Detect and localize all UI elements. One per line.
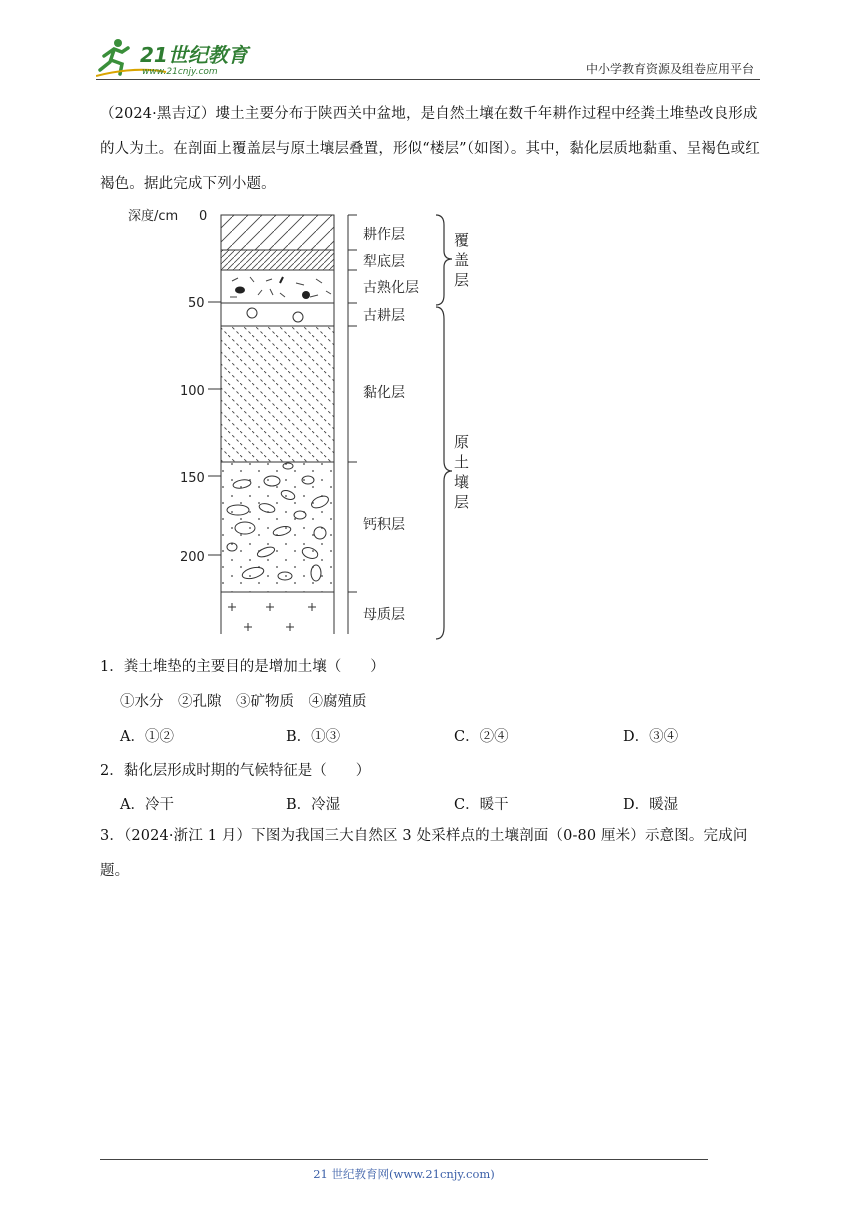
svg-text:壤: 壤 — [454, 473, 470, 491]
tick-100: 100 — [180, 384, 205, 399]
layer-tillage — [221, 215, 334, 250]
layer-plow-pan — [221, 250, 334, 270]
layer-argillic — [221, 326, 334, 462]
svg-text:土: 土 — [454, 453, 470, 471]
layer-calcic — [221, 462, 334, 592]
group-original-label — [454, 433, 469, 511]
question-1-items: ①水分 ②孔隙 ③矿物质 ④腐殖质 — [120, 694, 367, 710]
svg-text:盖: 盖 — [454, 251, 470, 269]
svg-text:覆: 覆 — [454, 231, 470, 249]
layer-ancient-tillage — [221, 303, 334, 326]
tick-50: 50 — [188, 296, 205, 311]
footer-divider — [100, 1159, 708, 1160]
label-tillage: 耕作层 — [363, 227, 405, 243]
label-calcic: 钙积层 — [363, 517, 405, 533]
intro-paragraph: （2024·黑吉辽）塿土主要分布于陕西关中盆地，是自然土壤在数千年耕作过程中经粪土堆垫改良形成的人为土。在剖面上覆盖层与原土壤层叠置，形似“楼层”（如图）。其中，黏化层质地黏重、呈褐色或红褐色。据此完成下列小题。 — [100, 106, 760, 192]
svg-text:原: 原 — [454, 433, 470, 451]
soil-profile-figure — [120, 203, 480, 643]
q1-option-d: D．③④ — [623, 729, 679, 745]
group-cover-label — [454, 231, 469, 289]
question-2-stem: 2．黏化层形成时期的气候特征是（ ） — [100, 763, 371, 779]
q1-option-c: C．②④ — [454, 729, 509, 745]
svg-text:层: 层 — [454, 493, 470, 511]
tick-200: 200 — [180, 550, 205, 565]
brace-cover — [436, 215, 452, 305]
label-parent-material: 母质层 — [363, 607, 405, 623]
svg-text:层: 层 — [454, 271, 470, 289]
tick-0: 0 — [199, 209, 208, 224]
brace-original — [436, 307, 452, 639]
logo-main: 21世纪教育 — [140, 43, 248, 67]
page-header — [96, 36, 760, 80]
q1-option-a: A．①② — [120, 729, 174, 745]
logo-sub: www.21cnjy.com — [142, 67, 218, 77]
q2-option-b: B．冷湿 — [286, 797, 341, 813]
layer-ancient-mature — [221, 270, 334, 303]
label-ancient-tillage: 古耕层 — [363, 308, 405, 324]
header-divider — [96, 79, 760, 80]
label-ancient-mature: 古熟化层 — [363, 280, 419, 296]
footer-text: 21 世纪教育网(www.21cnjy.com) — [313, 1167, 495, 1181]
logo-21cnjy — [96, 36, 256, 78]
label-argillic: 黏化层 — [363, 385, 405, 401]
tick-150: 150 — [180, 471, 205, 486]
question-3-stem: 3．（2024·浙江 1 月）下图为我国三大自然区 3 处采样点的土壤剖面（0-80 厘米）示意图。完成问题。 — [100, 828, 748, 879]
q2-option-a: A．冷干 — [120, 797, 174, 813]
header-platform-text: 中小学教育资源及组卷应用平台 — [585, 62, 754, 76]
label-plow-pan: 犁底层 — [363, 254, 405, 270]
question-1-stem: 1．粪土堆垫的主要目的是增加土壤（ ） — [100, 659, 385, 675]
layer-parent-material — [221, 592, 334, 634]
q2-option-d: D．暖湿 — [623, 797, 679, 813]
q1-option-b: B．①③ — [286, 729, 341, 745]
q2-option-c: C．暖干 — [454, 797, 509, 813]
depth-axis-label: 深度/cm — [128, 209, 179, 224]
